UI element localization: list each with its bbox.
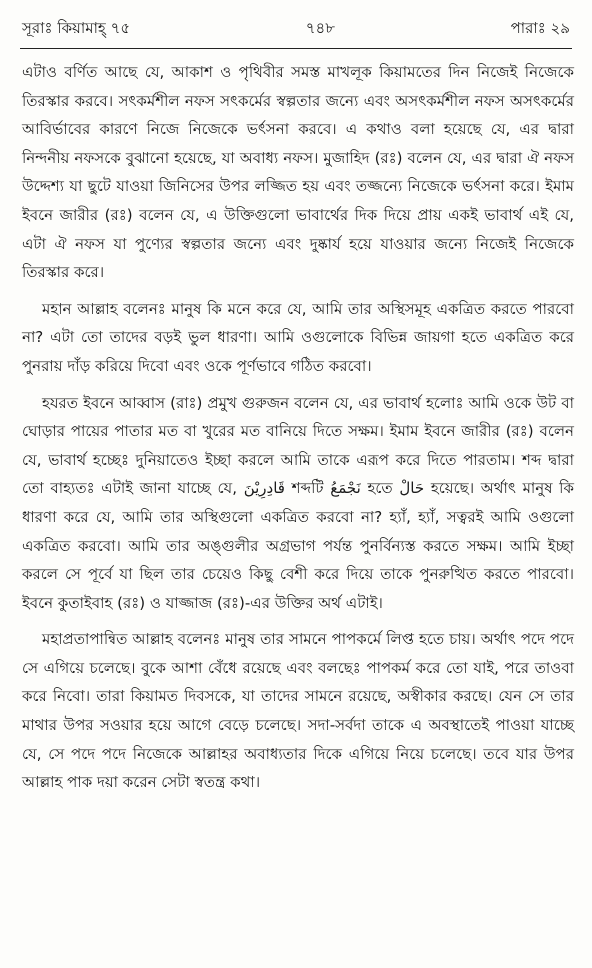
arabic-word-najmau: نَجْمَعُ	[330, 479, 361, 498]
paragraph-3	[22, 389, 574, 618]
paragraph-4: মহাপ্রতাপান্বিত আল্লাহ বলেনঃ মানুষ তার সামনে পাপকর্মে লিপ্ত হতে চায়। অর্থাৎ পদে পদে সে এগিয়ে চলেছে। বুকে আশা বেঁধে রয়েছে এবং বলছেঃ পাপকর্ম করে তো যাই, পরে তাওবা করে নিবো। তারা কিয়ামত দিবসকে, যা তাদের সামনে রয়েছে, অস্বীকার করছে। যেন সে তার মাথার উপর সওয়ার হয়ে আগে বেড়ে চলেছে। সদা-সর্বদা তাকে এ অবস্থাতেই পাওয়া যাচ্ছে যে, সে পদে পদে নিজেকে আল্লাহর অবাধ্যতার দিকে এগিয়ে নিয়ে চলেছে। তবে যার উপর আল্লাহ পাক দয়া করেন সেটা স্বতন্ত্র কথা।	[22, 630, 574, 792]
paragraph-2: মহান আল্লাহ বলেনঃ মানুষ কি মনে করে যে, আমি তার অস্থিসমূহ একত্রিত করতে পারবো না? এটা তো তাদের বড়ই ভুল ধারণা। আমি ওগুলোকে বিভিন্ন জায়গা হতে একত্রিত করে পুনরায় দাঁড় করিয়ে দিবো এবং ওকে পূর্ণভাবে গঠিত করবো।	[22, 299, 574, 375]
paragraph-1: এটাও বর্ণিত আছে যে, আকাশ ও পৃথিবীর সমস্ত মাখলূক কিয়ামতের দিন নিজেই নিজেকে তিরস্কার করবে। সৎকর্মশীল নফস সৎকর্মের স্বল্পতার জন্যে এবং অসৎকর্মশীল নফস অসৎকর্মের আবির্ভাবের কারণে নিজে নিজেকে ভর্ৎসনা করবে। এ কথাও বলা হয়েছে যে, এর দ্বারা নিন্দনীয় নফসকে বুঝানো হয়েছে, যা অবাধ্য নফস। মুজাহিদ (রঃ) বলেন যে, এর দ্বারা ঐ নফস উদ্দেশ্য যা ছুটে যাওয়া জিনিসের উপর লজ্জিত হয় এবং তজ্জন্যে নিজেকে ভর্ৎসনা করে। ইমাম ইবনে জারীর (রঃ) বলেন যে, এ উক্তিগুলো ভাবার্থের দিক দিয়ে প্রায় একই ভাবার্থ এই যে, এটা ঐ নফস যা পুণ্যের স্বল্পতার জন্যে এবং দুষ্কার্য হয়ে যাওয়ার জন্যে নিজেই নিজেকে তিরস্কার করে।	[22, 63, 574, 282]
page-number: ৭৪৮	[305, 18, 335, 37]
surah-title: সূরাঃ কিয়ামাহ্ ৭৫	[22, 18, 131, 37]
paragraph-3-text-after: হয়েছে। অর্থাৎ মানুষ কি ধারণা করে যে, আমি তার অস্থিগুলো একত্রিত করবো না? হ্যাঁ, হ্যাঁ, সত্বরই আমি ওগুলো একত্রিত করবো। আমি তার অঙ্গুলীর অগ্রভাগ পর্যন্ত পুনর্বিন্যস্ত করতে সক্ষম। আমি ইচ্ছা করলে সে পূর্বে যা ছিল তার চেয়েও কিছু বেশী করে দিয়ে তাকে পুনরুত্থিত করতে পারবো। ইবনে কুতাইবাহ (রঃ) ও যাজ্জাজ (রঃ)-এর উক্তির অর্থ এটাই।	[22, 479, 574, 612]
paragraph-3-text-mid-1: শব্দটি	[284, 479, 331, 498]
para-label: পারাঃ ২৯	[510, 18, 570, 37]
header-divider	[20, 48, 572, 49]
arabic-word-qadirin: قَادِرِيْنَ	[243, 479, 285, 498]
arabic-word-hal: حَالْ	[399, 479, 425, 498]
page-header	[22, 14, 570, 44]
page-body	[22, 58, 574, 805]
paragraph-3-text-before: হযরত ইবনে আব্বাস (রাঃ) প্রমুখ গুরুজন বলেন যে, এর ভাবার্থ হলোঃ আমি ওকে উট বা ঘোড়ার পায়ের পাতার মত বা খুরের মত বানিয়ে দিতে সক্ষম। ইমাম ইবনে জারীর (রঃ) বলেন যে, ভাবার্থ হচ্ছেঃ দুনিয়াতেও ইচ্ছা করলে আমি তাকে এরূপ করে দিতে পারতাম। শব্দ দ্বারা তো বাহ্যতঃ এটাই জানা যাচ্ছে যে,	[22, 393, 574, 498]
paragraph-3-text-mid-2: হতে	[360, 479, 400, 498]
